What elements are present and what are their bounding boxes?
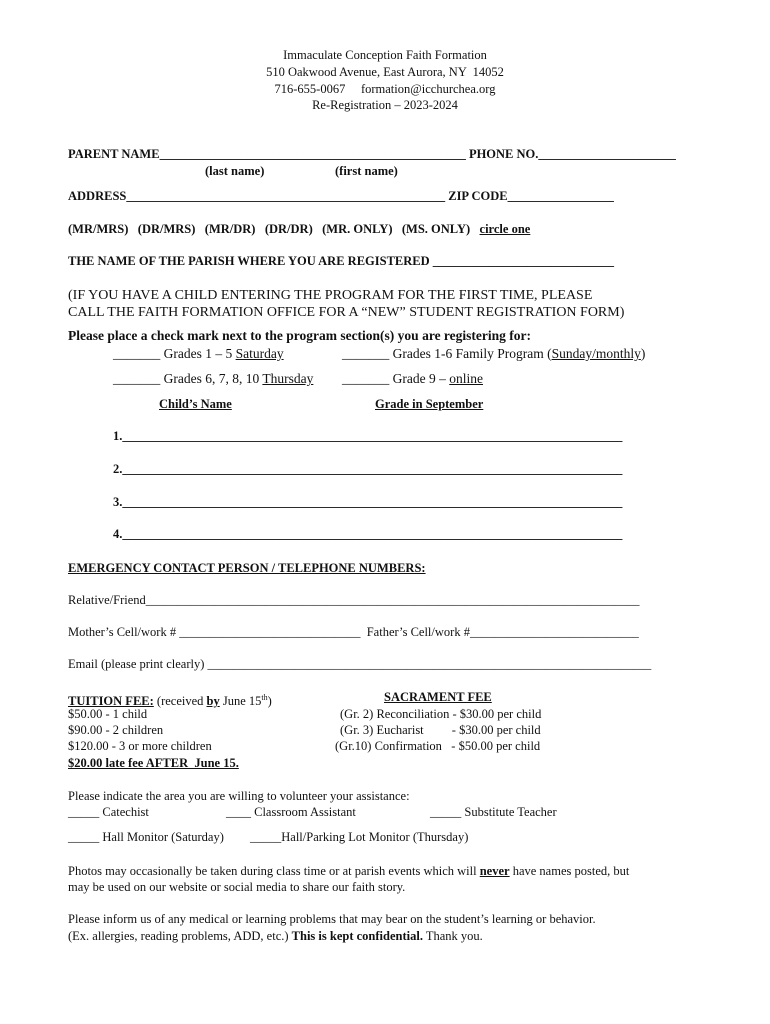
volunteer-parking-monitor[interactable]: _____Hall/Parking Lot Monitor (Thursday) <box>250 830 469 844</box>
parent-name-field[interactable]: _________________________________________________ <box>159 147 466 161</box>
zip-field[interactable]: _________________ <box>507 189 614 203</box>
program-online: _______ Grade 9 – online <box>342 371 483 386</box>
title-options <box>68 222 530 237</box>
parent-name-row <box>68 147 676 162</box>
volunteer-substitute[interactable]: _____ Substitute Teacher <box>430 805 557 819</box>
child-row: 1.________________________________________________________________________________ <box>113 429 623 443</box>
mother-cell-field[interactable]: _____________________________ <box>179 625 361 639</box>
program-saturday: _______ Grades 1 – 5 Saturday <box>113 346 284 361</box>
first-name-caption: (first name) <box>335 164 398 178</box>
org-contact: 716-655-0067 formation@icchurchea.org <box>274 82 496 96</box>
medical-line-1: Please inform us of any medical or learning problems that may bear on the student’s learning or behavior. <box>68 912 596 926</box>
address-label: ADDRESS <box>68 189 127 203</box>
email-field[interactable]: _______________________________________________________________________ <box>207 657 652 671</box>
parish-label: THE NAME OF THE PARISH WHERE YOU ARE REGISTERED <box>68 254 430 268</box>
parish-row <box>68 254 614 269</box>
notice-line-2: CALL THE FAITH FORMATION OFFICE FOR A “NEW” STUDENT REGISTRATION FORM) <box>68 305 625 320</box>
form-title: Re-Registration – 2023-2024 <box>312 98 458 112</box>
notice-line-1: (IF YOU HAVE A CHILD ENTERING THE PROGRAM FOR THE FIRST TIME, PLEASE <box>68 288 593 303</box>
email-row: Email (please print clearly) _______________________________________________________________________ <box>68 657 652 671</box>
program-instruction: Please place a check mark next to the program section(s) you are registering for: <box>68 328 532 343</box>
program-family-check[interactable]: _______ <box>342 346 390 361</box>
tuition-line: $50.00 - 1 child <box>68 707 148 721</box>
child-4-field[interactable]: ________________________________________________________________________________ <box>122 527 623 541</box>
volunteer-intro: Please indicate the area you are willing to volunteer your assistance: <box>68 789 410 803</box>
address-row <box>68 189 614 204</box>
org-name: Immaculate Conception Faith Formation <box>283 48 487 62</box>
zip-label: ZIP CODE <box>448 189 508 203</box>
child-3-field[interactable]: ________________________________________________________________________________ <box>122 495 623 509</box>
photos-line-2: may be used on our website or social media to share our faith story. <box>68 880 406 894</box>
child-1-field[interactable]: ________________________________________________________________________________ <box>122 429 623 443</box>
title-choices[interactable]: (MR/MRS) (DR/MRS) (MR/DR) (DR/DR) (MR. ONLY) (MS. ONLY) <box>68 222 471 236</box>
child-row: 2.________________________________________________________________________________ <box>113 462 623 476</box>
emergency-heading: EMERGENCY CONTACT PERSON / TELEPHONE NUMBERS: <box>68 561 426 575</box>
address-field[interactable]: ___________________________________________________ <box>126 189 446 203</box>
circle-one-note: circle one <box>479 222 531 236</box>
volunteer-catechist[interactable]: _____ Catechist <box>68 805 149 819</box>
medical-line-2: (Ex. allergies, reading problems, ADD, etc.) This is kept confidential. Thank you. <box>68 929 483 943</box>
tuition-line: $90.00 - 2 children <box>68 723 164 737</box>
father-cell-field[interactable]: ___________________________ <box>469 625 639 639</box>
relative-field[interactable]: _______________________________________________________________________________ <box>145 593 640 607</box>
phone-field[interactable]: ______________________ <box>538 147 676 161</box>
program-family: _______ Grades 1-6 Family Program (Sunday/monthly) <box>342 346 646 361</box>
relative-row: Relative/Friend_______________________________________________________________________________ <box>68 593 640 607</box>
child-2-field[interactable]: ________________________________________________________________________________ <box>122 462 623 476</box>
volunteer-hall-monitor[interactable]: _____ Hall Monitor (Saturday) <box>68 830 224 844</box>
late-fee: $20.00 late fee AFTER June 15. <box>68 756 239 770</box>
photos-line-1: Photos may occasionally be taken during class time or at parish events which will never have names posted, but <box>68 864 630 878</box>
phone-label: PHONE NO. <box>468 147 539 161</box>
last-name-caption: (last name) <box>205 164 265 178</box>
program-thursday-check[interactable]: _______ <box>113 371 161 386</box>
program-saturday-check[interactable]: _______ <box>113 346 161 361</box>
grade-header: Grade in September <box>375 397 484 411</box>
child-row: 3.________________________________________________________________________________ <box>113 495 623 509</box>
program-thursday: _______ Grades 6, 7, 8, 10 Thursday <box>113 371 314 386</box>
sacrament-line: (Gr. 3) Eucharist - $30.00 per child <box>340 723 541 737</box>
parents-cell-row: Mother’s Cell/work # _____________________________ Father’s Cell/work #___________________________ <box>68 625 639 639</box>
program-online-check[interactable]: _______ <box>342 371 390 386</box>
tuition-heading-row: TUITION FEE: (received by June 15th) <box>68 693 272 709</box>
org-address: 510 Oakwood Avenue, East Aurora, NY 14052 <box>266 65 504 79</box>
tuition-line: $120.00 - 3 or more children <box>68 739 212 753</box>
parish-field[interactable]: _____________________________ <box>432 254 615 268</box>
sacrament-line: (Gr.10) Confirmation - $50.00 per child <box>335 739 541 753</box>
tuition-heading: TUITION FEE: <box>68 694 154 709</box>
parent-name-label: PARENT NAME <box>68 147 160 161</box>
volunteer-classroom[interactable]: ____ Classroom Assistant <box>226 805 356 819</box>
childs-name-header: Child’s Name <box>159 397 232 411</box>
sacrament-heading: SACRAMENT FEE <box>384 690 492 704</box>
child-row: 4.________________________________________________________________________________ <box>113 527 623 541</box>
sacrament-line: (Gr. 2) Reconciliation - $30.00 per child <box>340 707 542 721</box>
